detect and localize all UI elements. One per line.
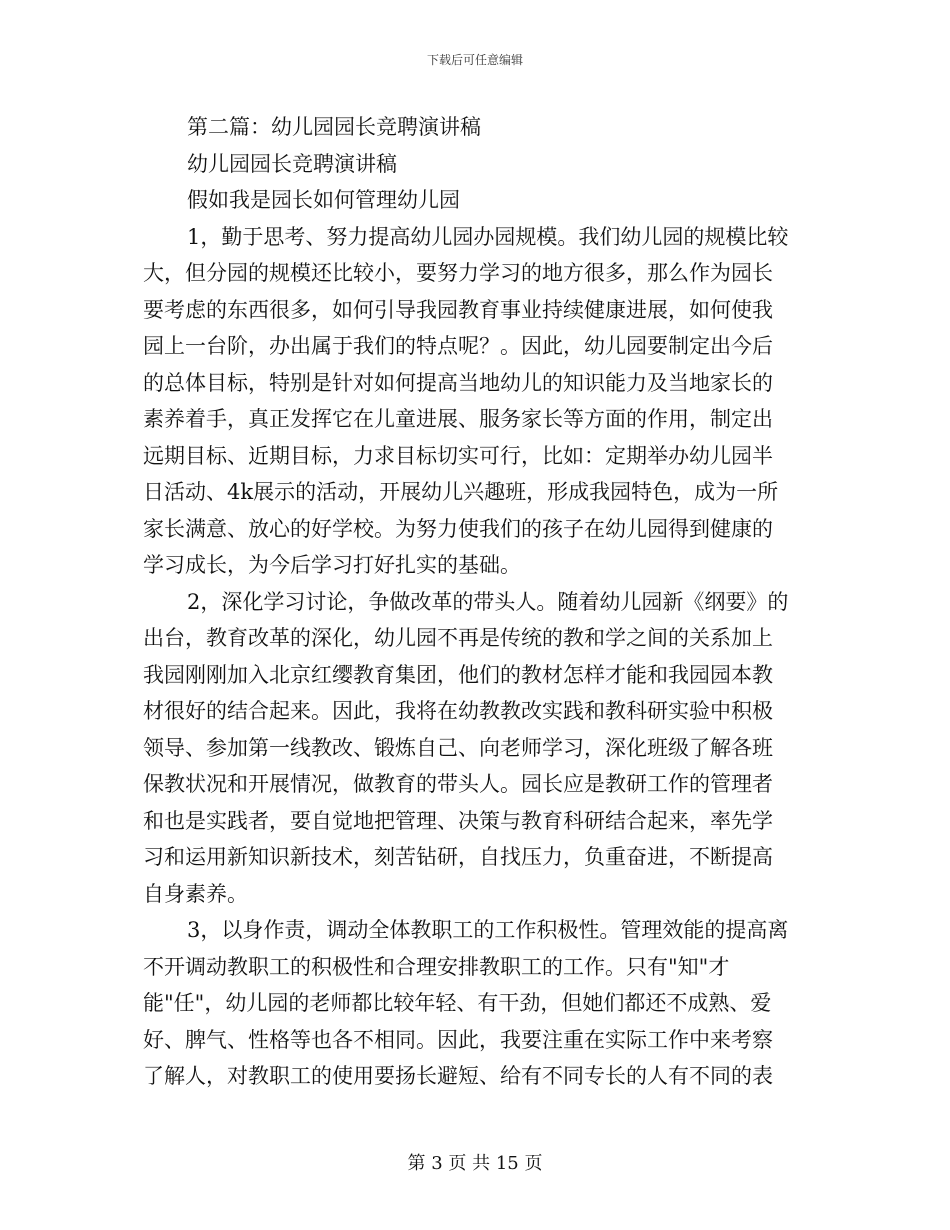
paragraph-line: 我园刚刚加入北京红缨教育集团，他们的教材怎样才能和我园园本教 xyxy=(143,662,773,687)
speech-title: 幼儿园园长竞聘演讲稿 xyxy=(187,151,397,176)
paragraph-line: 1，勤于思考、努力提高幼儿园办园规模。我们幼儿园的规模比较 xyxy=(187,224,789,249)
page-number: 第 3 页 共 15 页 xyxy=(407,1153,543,1174)
paragraph-line: 保教状况和开展情况，做教育的带头人。园长应是教研工作的管理者 xyxy=(143,772,773,796)
paragraph-line: 远期目标、近期目标，力求目标切实可行，比如：定期举办幼儿园半 xyxy=(143,443,773,468)
paragraph-line: 的总体目标，特别是针对如何提高当地幼儿的知识能力及当地家长的 xyxy=(143,370,773,395)
paragraph-line: 不开调动教职工的积极性和合理安排教职工的工作。只有"知"才 xyxy=(143,954,730,979)
paragraph-line: 材很好的结合起来。因此，我将在幼教教改实践和教科研实验中积极 xyxy=(143,699,773,723)
paragraph-2 xyxy=(143,584,803,913)
paragraph-line: 习和运用新知识新技术，刻苦钻研，自找压力，负重奋进，不断提高 xyxy=(143,845,773,869)
paragraph-line: 好、脾气、性格等也各不相同。因此，我要注重在实际工作中来考察 xyxy=(143,1027,773,1052)
paragraph-line: 大，但分园的规模还比较小，要努力学习的地方很多，那么作为园长 xyxy=(143,261,773,285)
paragraph-line: 园上一台阶，办出属于我们的特点呢？。因此，幼儿园要制定出今后 xyxy=(143,334,773,358)
document-body xyxy=(143,109,803,1095)
paragraph-3 xyxy=(143,912,803,1095)
paragraph-line: 领导、参加第一线教改、锻炼自己、向老师学习，深化班级了解各班 xyxy=(143,735,773,760)
paragraph-line: 家长满意、放心的好学校。为努力使我们的孩子在幼儿园得到健康的 xyxy=(143,516,773,541)
page-header: 下载后可任意编辑 xyxy=(426,53,523,67)
paragraph-1 xyxy=(143,219,803,584)
paragraph-line: 2，深化学习讨论，争做改革的带头人。随着幼儿园新《纲要》的 xyxy=(187,589,789,614)
section-title: 第二篇：幼儿园园长竞聘演讲稿 xyxy=(187,115,481,139)
paragraph-line: 能"任"，幼儿园的老师都比较年轻、有干劲，但她们都还不成熟、爱 xyxy=(143,991,772,1015)
speech-subtitle: 假如我是园长如何管理幼儿园 xyxy=(187,188,460,212)
paragraph-line: 素养着手，真正发挥它在儿童进展、服务家长等方面的作用，制定出 xyxy=(143,407,773,431)
paragraph-line: 自身素养。 xyxy=(143,881,248,906)
paragraph-line: 日活动、4k展示的活动，开展幼儿兴趣班，形成我园特色，成为一所 xyxy=(143,480,779,504)
paragraph-line: 出台，教育改革的深化，幼儿园不再是传统的教和学之间的关系加上 xyxy=(143,626,773,650)
paragraph-line: 学习成长，为今后学习打好扎实的基础。 xyxy=(143,553,521,577)
paragraph-line: 和也是实践者，要自觉地把管理、决策与教育科研结合起来，率先学 xyxy=(143,808,773,833)
paragraph-line: 了解人，对教职工的使用要扬长避短、给有不同专长的人有不同的表 xyxy=(143,1064,773,1088)
paragraph-line: 3，以身作责，调动全体教职工的工作积极性。管理效能的提高离 xyxy=(187,918,789,942)
paragraph-line: 要考虑的东西很多，如何引导我园教育事业持续健康进展，如何使我 xyxy=(143,297,773,322)
